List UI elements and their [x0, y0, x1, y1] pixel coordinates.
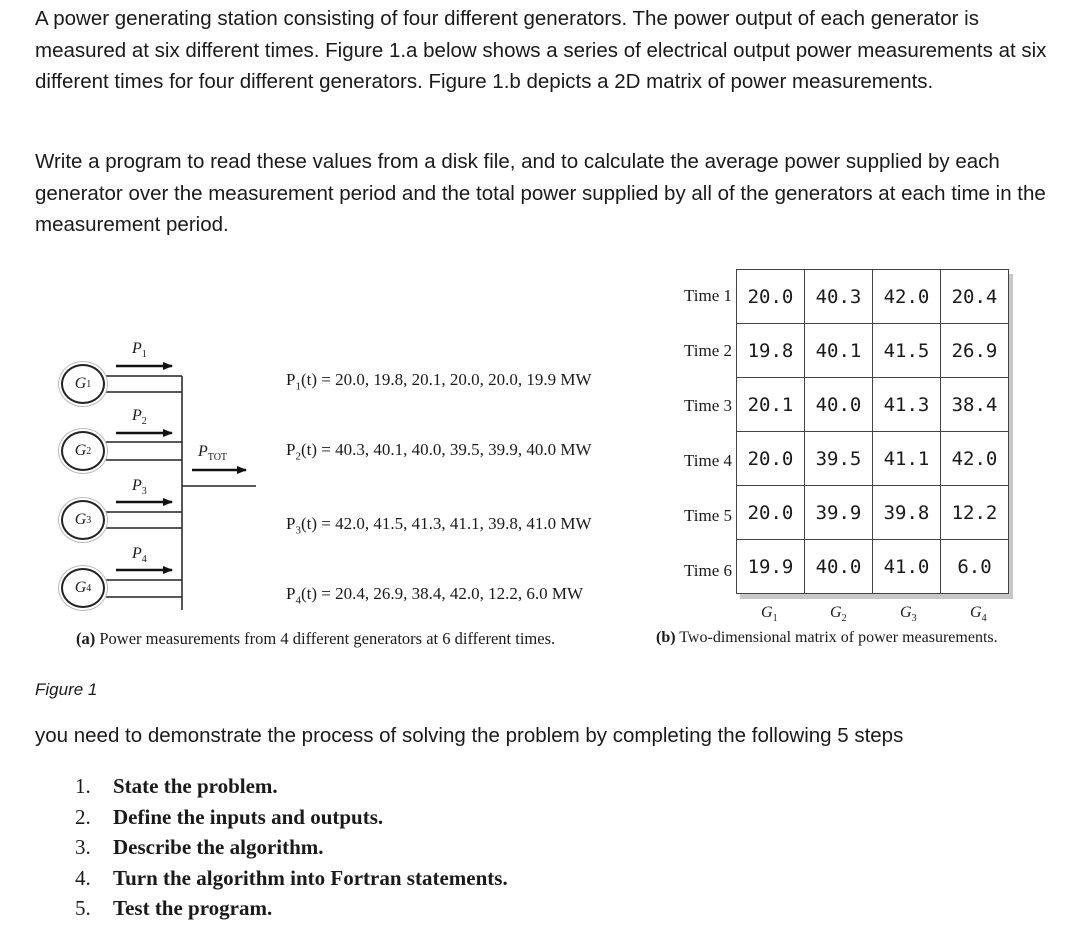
column-label-base: G: [761, 604, 773, 621]
column-label-g1: [761, 604, 778, 624]
matrix-cell: 40.0: [805, 540, 873, 594]
column-label-subscript: 2: [841, 613, 847, 625]
time-label: Time 4: [683, 451, 732, 470]
matrix-cell: 41.5: [873, 324, 941, 378]
matrix-cell: 20.0: [737, 432, 805, 486]
power-label-ptot: [198, 443, 227, 463]
step-text: Turn the algorithm into Fortran statements.: [113, 865, 508, 890]
generator-g1-icon: [61, 364, 105, 404]
column-label-base: G: [900, 604, 912, 621]
power-label-p3: [132, 477, 147, 497]
equation-p1: [286, 370, 592, 392]
step-item: [75, 832, 508, 863]
step-text: Define the inputs and outputs.: [113, 804, 384, 829]
power-label-subscript: 2: [141, 416, 147, 428]
ptot-base: P: [198, 443, 208, 460]
generator-label: G: [74, 579, 87, 596]
generator-g3-icon: [61, 500, 105, 540]
column-label-subscript: 1: [772, 613, 778, 625]
matrix-cell: 20.0: [737, 486, 805, 540]
equation-subscript: 2: [295, 450, 301, 463]
generator-subscript: 2: [86, 445, 92, 457]
intro-paragraph: A power generating station consisting of four different generators. The power output of each generator is measured at six different times. Figure 1.a below shows a series of electrical output power measurements at six different times for four different generators. Figure 1.b depicts a 2D matrix of power measurements.: [35, 7, 1047, 93]
equation-symbol: P: [286, 514, 296, 533]
equation-values: (t) = 42.0, 41.5, 41.3, 41.1, 39.8, 41.0 MW: [300, 514, 592, 533]
column-label-base: G: [830, 604, 842, 621]
equation-p2: [286, 440, 592, 462]
power-label-base: P: [132, 545, 142, 562]
column-label-subscript: 4: [981, 613, 987, 625]
power-label-p2: [132, 407, 147, 427]
matrix-cell: 38.4: [941, 378, 1009, 432]
step-item: [75, 893, 508, 924]
step-text: Test the program.: [113, 896, 273, 920]
matrix-row: [737, 378, 1009, 432]
power-label-subscript: 4: [141, 554, 147, 566]
power-label-base: P: [132, 407, 142, 424]
matrix-cell: 20.1: [737, 378, 805, 432]
matrix-row: [737, 540, 1009, 594]
matrix-cell: 12.2: [941, 486, 1009, 540]
caption-tag: (b): [656, 629, 676, 646]
generator-subscript: 1: [86, 378, 92, 390]
step-number: 3.: [75, 835, 91, 859]
generator-subscript: 3: [86, 514, 92, 526]
equation-subscript: 1: [295, 380, 301, 393]
generator-label: G: [74, 375, 87, 392]
generator-g2-icon: [61, 431, 105, 471]
figure-b-caption: [656, 629, 998, 647]
column-label-g4: [970, 604, 987, 624]
generator-g4-icon: [61, 568, 105, 608]
figure-label: Figure 1: [35, 680, 98, 699]
figure-a-caption: [76, 629, 555, 649]
equation-p4: [286, 584, 583, 606]
time-label: Time 5: [683, 506, 732, 525]
matrix-cell: 42.0: [941, 432, 1009, 486]
task-paragraph: Write a program to read these values from a disk file, and to calculate the average power supplied by each generator over the measurement period and the total power supplied by all of the generators at each time in the measurement period.: [35, 150, 1046, 236]
matrix-cell: 39.8: [873, 486, 941, 540]
step-text: Describe the algorithm.: [113, 835, 324, 859]
ptot-subscript: TOT: [207, 452, 228, 464]
generator-label: G: [74, 442, 87, 459]
matrix-cell: 26.9: [941, 324, 1009, 378]
time-label: Time 3: [683, 396, 732, 415]
equation-p3: [286, 514, 592, 536]
equation-symbol: P: [286, 584, 296, 603]
caption-text: Power measurements from 4 different generators at 6 different times.: [95, 629, 556, 648]
step-item: [75, 863, 508, 894]
matrix-row: [737, 486, 1009, 540]
matrix-cell: 6.0: [941, 540, 1009, 594]
step-text: State the problem.: [113, 774, 278, 798]
matrix-cell: 20.4: [941, 270, 1009, 324]
matrix-cell: 41.1: [873, 432, 941, 486]
generator-subscript: 4: [86, 582, 92, 594]
matrix-cell: 39.9: [805, 486, 873, 540]
equation-symbol: P: [286, 440, 296, 459]
matrix-cell: 40.0: [805, 378, 873, 432]
step-number: 2.: [75, 804, 91, 829]
generator-label: G: [74, 511, 87, 528]
matrix-cell: 41.0: [873, 540, 941, 594]
matrix-cell: 19.9: [737, 540, 805, 594]
steps-list: [75, 771, 508, 924]
matrix-row: [737, 270, 1009, 324]
time-label: Time 6: [683, 561, 732, 580]
column-label-g3: [900, 604, 917, 624]
equation-subscript: 4: [295, 594, 301, 607]
matrix-cell: 40.3: [805, 270, 873, 324]
step-number: 1.: [75, 774, 91, 798]
caption-tag: (a): [76, 629, 96, 648]
power-label-base: P: [132, 340, 142, 357]
matrix-row: [737, 324, 1009, 378]
matrix-cell: 40.1: [805, 324, 873, 378]
equation-values: (t) = 20.0, 19.8, 20.1, 20.0, 20.0, 19.9 MW: [300, 370, 592, 389]
equation-values: (t) = 20.4, 26.9, 38.4, 42.0, 12.2, 6.0 MW: [300, 584, 584, 603]
matrix-cell: 20.0: [737, 270, 805, 324]
matrix-cell: 39.5: [805, 432, 873, 486]
equation-subscript: 3: [295, 524, 301, 537]
step-number: 5.: [75, 896, 91, 920]
matrix-cell: 19.8: [737, 324, 805, 378]
caption-text: Two-dimensional matrix of power measurements.: [675, 629, 998, 646]
column-label-subscript: 3: [911, 613, 917, 625]
column-label-g2: [830, 604, 847, 624]
equation-values: (t) = 40.3, 40.1, 40.0, 39.5, 39.9, 40.0 MW: [300, 440, 592, 459]
column-label-base: G: [970, 604, 982, 621]
power-label-subscript: 3: [141, 486, 147, 498]
power-label-p4: [132, 545, 147, 565]
step-item: [75, 802, 508, 833]
power-label-p1: [132, 340, 147, 360]
time-label: Time 1: [683, 286, 732, 305]
time-label: Time 2: [683, 341, 732, 360]
matrix-cell: 42.0: [873, 270, 941, 324]
matrix-cell: 41.3: [873, 378, 941, 432]
power-label-subscript: 1: [141, 349, 147, 361]
step-item: [75, 771, 508, 802]
power-matrix: [736, 269, 1009, 594]
power-label-base: P: [132, 477, 142, 494]
step-number: 4.: [75, 865, 91, 890]
instructions-text: you need to demonstrate the process of solving the problem by completing the following 5 steps: [35, 724, 904, 747]
equation-symbol: P: [286, 370, 296, 389]
matrix-row: [737, 432, 1009, 486]
